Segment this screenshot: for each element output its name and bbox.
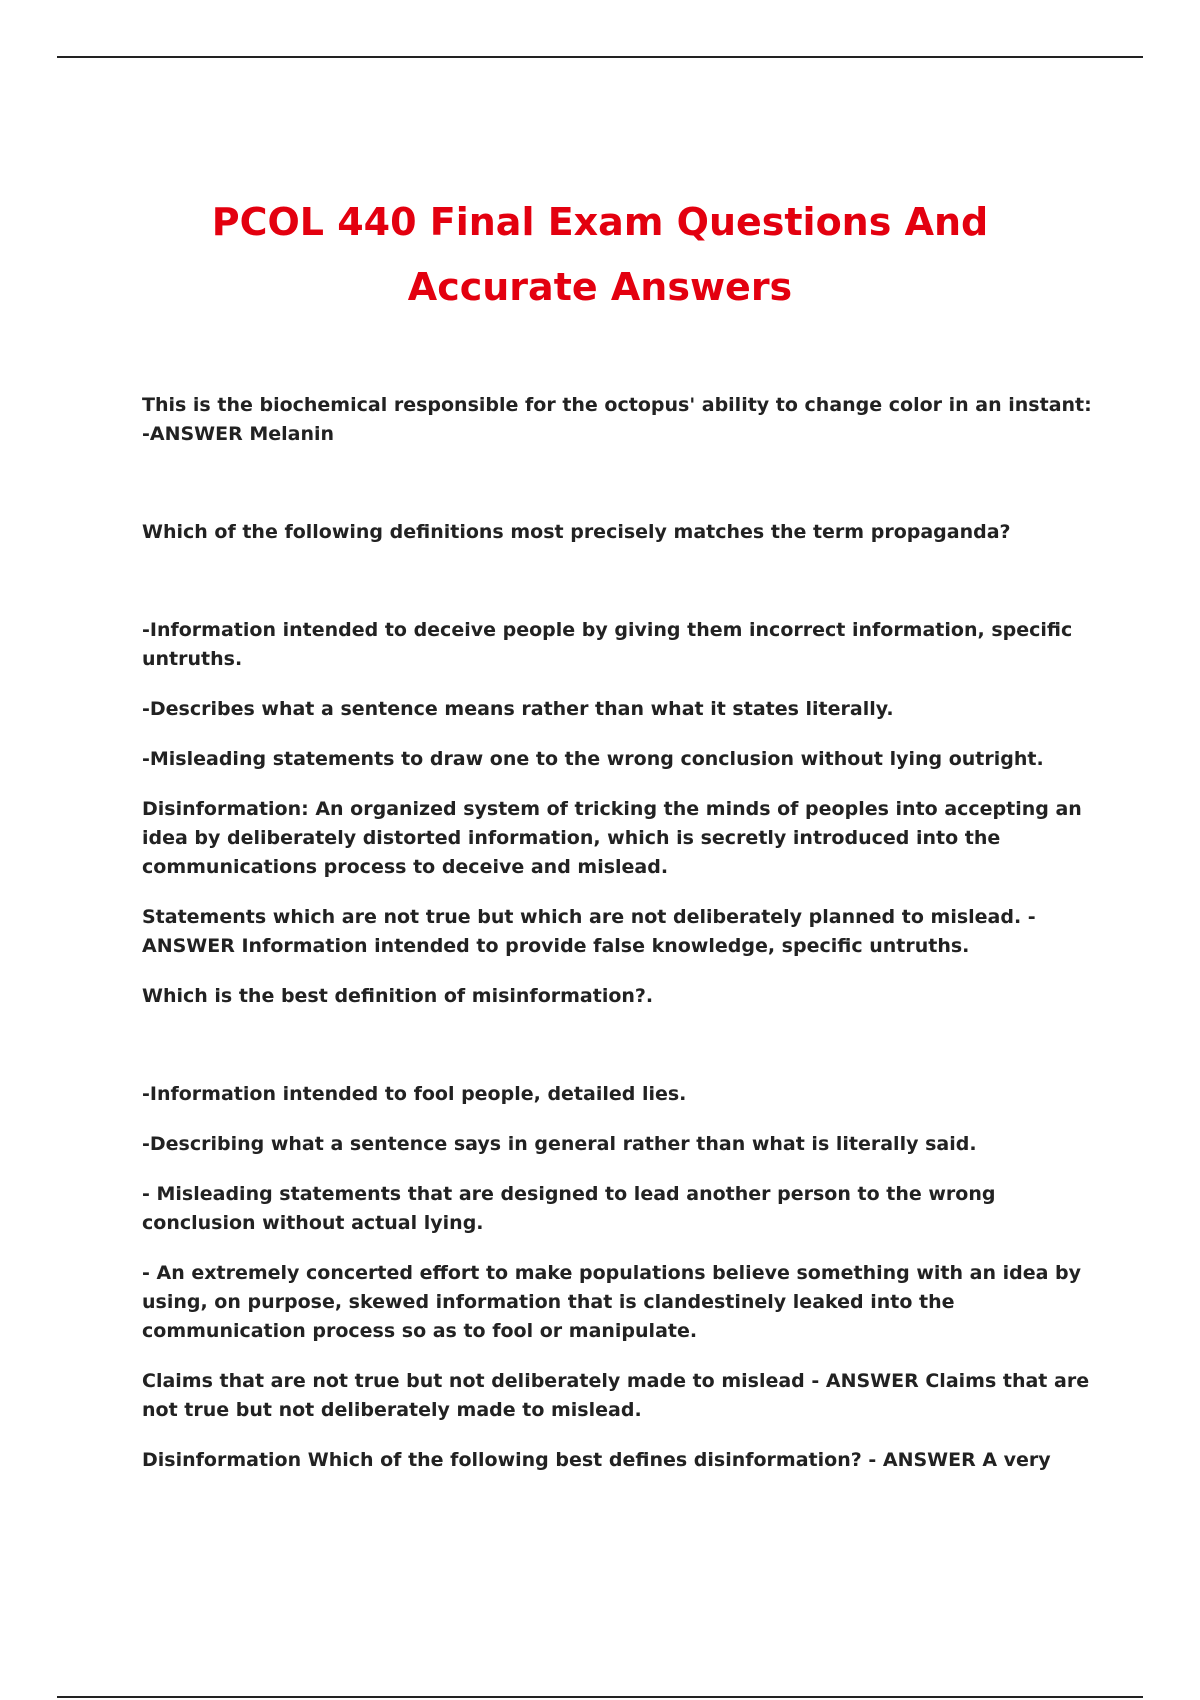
document-body: [142, 391, 1092, 1496]
option-paragraph: -Describing what a sentence says in general rather than what is literally said.: [142, 1133, 977, 1155]
answer-paragraph: Statements which are not true but which are not deliberately planned to mislead. - ANSWER Information intended to provide false knowledge, specific untruths.: [142, 906, 1036, 957]
question-paragraph: Disinformation Which of the following best defines disinformation? - ANSWER A very: [142, 1449, 1051, 1471]
option-paragraph: -Misleading statements to draw one to the wrong conclusion without lying outright.: [142, 748, 1044, 770]
document-title-line-1: PCOL 440 Final Exam Questions And: [211, 200, 989, 244]
document-title-line-2: Accurate Answers: [407, 265, 793, 309]
option-paragraph: -Information intended to fool people, detailed lies.: [142, 1083, 687, 1105]
option-paragraph: - Misleading statements that are designed to lead another person to the wrong conclusion without actual lying.: [142, 1183, 996, 1234]
question-paragraph: Which of the following definitions most precisely matches the term propaganda?: [142, 521, 1011, 543]
question-paragraph: This is the biochemical responsible for the octopus' ability to change color in an instant: -ANSWER Melanin: [142, 394, 1092, 445]
option-paragraph: - An extremely concerted effort to make populations believe something with an idea by using, on purpose, skewed information that is clandestinely leaked into the communication process so as to fool or manipulate.: [142, 1262, 1082, 1342]
document-title: [180, 190, 1020, 320]
option-paragraph: -Information intended to deceive people by giving them incorrect information, specific untruths.: [142, 619, 1073, 670]
option-paragraph: -Describes what a sentence means rather than what it states literally.: [142, 698, 894, 720]
bottom-rule: [57, 1696, 1143, 1698]
question-paragraph: Which is the best definition of misinformation?.: [142, 985, 654, 1007]
option-paragraph: Disinformation: An organized system of tricking the minds of peoples into accepting an idea by deliberately distorted information, which is secretly introduced into the communications process to deceive and mislead.: [142, 798, 1082, 878]
answer-paragraph: Claims that are not true but not deliberately made to mislead - ANSWER Claims that are not true but not deliberately made to mislead.: [142, 1370, 1090, 1421]
top-rule: [57, 56, 1143, 58]
